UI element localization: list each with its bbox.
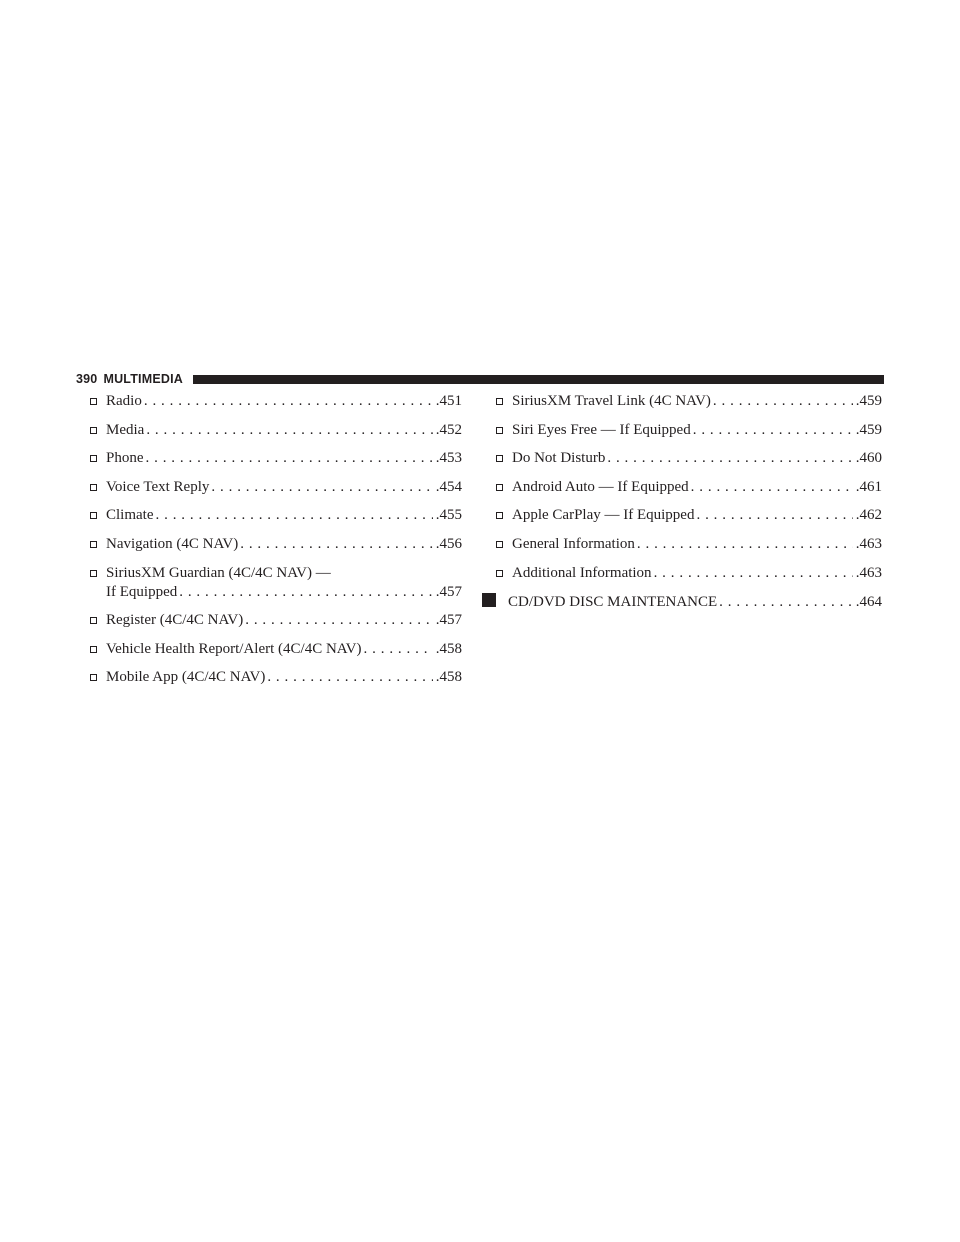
toc-item-label: SiriusXM Guardian (4C/4C NAV) — xyxy=(106,564,331,581)
toc-item-page: .463 xyxy=(855,564,882,581)
toc-item-android-auto[interactable] xyxy=(496,478,882,497)
hollow-square-bullet-icon xyxy=(496,506,505,525)
toc-item-label: Media xyxy=(106,421,145,438)
toc-item-climate[interactable] xyxy=(90,506,462,525)
toc-item-vehicle-health-report[interactable] xyxy=(90,640,462,659)
dot-leader xyxy=(146,449,433,468)
toc-item-page: .460 xyxy=(855,450,882,467)
toc-item-voice-text-reply[interactable] xyxy=(90,478,462,497)
hollow-square-bullet-icon xyxy=(496,564,505,583)
toc-item-label: Phone xyxy=(106,450,144,467)
toc-item-apple-carplay[interactable] xyxy=(496,506,882,525)
toc-item-label: Do Not Disturb xyxy=(512,450,606,467)
toc-item-page: .451 xyxy=(435,393,462,409)
hollow-square-bullet-icon xyxy=(90,640,99,659)
dot-leader xyxy=(146,421,432,440)
toc-item-siriusxm-travel-link[interactable] xyxy=(496,392,882,411)
dot-leader xyxy=(719,593,853,612)
toc-item-label: Android Auto — If Equipped xyxy=(512,478,689,495)
toc-item-radio[interactable] xyxy=(90,392,462,411)
dot-leader xyxy=(693,421,853,440)
header-rule xyxy=(193,375,884,384)
toc-item-page: .463 xyxy=(855,535,882,552)
filled-square-bullet-icon xyxy=(482,593,498,613)
toc-item-page: .462 xyxy=(855,507,882,524)
toc-item-label: Apple CarPlay — If Equipped xyxy=(512,507,695,524)
toc-item-label: Climate xyxy=(106,507,154,524)
hollow-square-bullet-icon xyxy=(496,535,505,554)
toc-item-label-line2: If Equipped xyxy=(106,583,178,600)
toc-left-column xyxy=(90,392,462,697)
toc-item-label: General Information xyxy=(512,535,635,552)
dot-leader xyxy=(156,506,433,525)
dot-leader xyxy=(713,392,853,411)
hollow-square-bullet-icon xyxy=(496,421,505,440)
toc-item-label: Additional Information xyxy=(512,564,652,581)
toc-item-page: .459 xyxy=(855,393,882,409)
hollow-square-bullet-icon xyxy=(90,668,99,687)
dot-leader xyxy=(245,611,433,630)
page-number: 390 xyxy=(76,372,98,386)
hollow-square-bullet-icon xyxy=(90,449,99,468)
toc-item-do-not-disturb[interactable] xyxy=(496,449,882,468)
toc-item-page: .459 xyxy=(855,421,882,438)
dot-leader xyxy=(654,564,853,583)
toc-item-page: .458 xyxy=(435,640,462,657)
toc-item-label: Siri Eyes Free — If Equipped xyxy=(512,421,691,438)
hollow-square-bullet-icon xyxy=(90,564,99,583)
toc-item-label: CD/DVD DISC MAINTENANCE xyxy=(508,594,718,611)
dot-leader xyxy=(240,535,433,554)
toc-item-page: .452 xyxy=(435,421,462,438)
toc-item-page: .455 xyxy=(435,507,462,524)
dot-leader xyxy=(144,392,433,411)
hollow-square-bullet-icon xyxy=(90,535,99,554)
section-title: MULTIMEDIA xyxy=(103,372,184,386)
toc-item-page: .457 xyxy=(435,612,462,629)
toc-item-register[interactable] xyxy=(90,611,462,630)
toc-item-general-information[interactable] xyxy=(496,535,882,554)
hollow-square-bullet-icon xyxy=(90,506,99,525)
toc-item-additional-information[interactable] xyxy=(496,564,882,583)
dot-leader xyxy=(211,478,432,497)
toc-item-label: SiriusXM Travel Link (4C NAV) xyxy=(512,393,711,409)
toc-item-label: Radio xyxy=(106,393,142,409)
toc-item-siri-eyes-free[interactable] xyxy=(496,421,882,440)
toc-item-siriusxm-guardian[interactable] xyxy=(90,564,462,602)
toc-item-label: Vehicle Health Report/Alert (4C/4C NAV) xyxy=(106,640,362,657)
toc-item-cd-dvd-disc-maintenance[interactable] xyxy=(482,592,882,611)
hollow-square-bullet-icon xyxy=(90,611,99,630)
dot-leader xyxy=(267,668,432,687)
dot-leader xyxy=(179,583,433,602)
toc-item-page: .456 xyxy=(435,535,462,552)
hollow-square-bullet-icon xyxy=(496,392,505,411)
toc-item-page: .457 xyxy=(435,583,462,600)
toc-item-mobile-app[interactable] xyxy=(90,668,462,687)
dot-leader xyxy=(691,478,853,497)
hollow-square-bullet-icon xyxy=(496,449,505,468)
toc-item-page: .458 xyxy=(435,669,462,686)
toc-item-phone[interactable] xyxy=(90,449,462,468)
toc-item-navigation[interactable] xyxy=(90,535,462,554)
toc-item-page: .461 xyxy=(855,478,882,495)
toc-item-label: Register (4C/4C NAV) xyxy=(106,612,244,629)
toc-item-page: .453 xyxy=(435,450,462,467)
toc-item-page: .454 xyxy=(435,478,462,495)
hollow-square-bullet-icon xyxy=(90,421,99,440)
hollow-square-bullet-icon xyxy=(90,392,99,411)
toc-item-label: Mobile App (4C/4C NAV) xyxy=(106,669,266,686)
hollow-square-bullet-icon xyxy=(496,478,505,497)
dot-leader xyxy=(696,506,852,525)
dot-leader xyxy=(637,535,853,554)
toc-item-label: Navigation (4C NAV) xyxy=(106,535,239,552)
toc-item-media[interactable] xyxy=(90,421,462,440)
toc-item-label: Voice Text Reply xyxy=(106,478,210,495)
dot-leader xyxy=(607,449,852,468)
toc-item-page: .464 xyxy=(855,594,882,611)
toc-right-column xyxy=(496,392,882,621)
page-header xyxy=(76,372,884,386)
dot-leader xyxy=(364,640,433,659)
hollow-square-bullet-icon xyxy=(90,478,99,497)
